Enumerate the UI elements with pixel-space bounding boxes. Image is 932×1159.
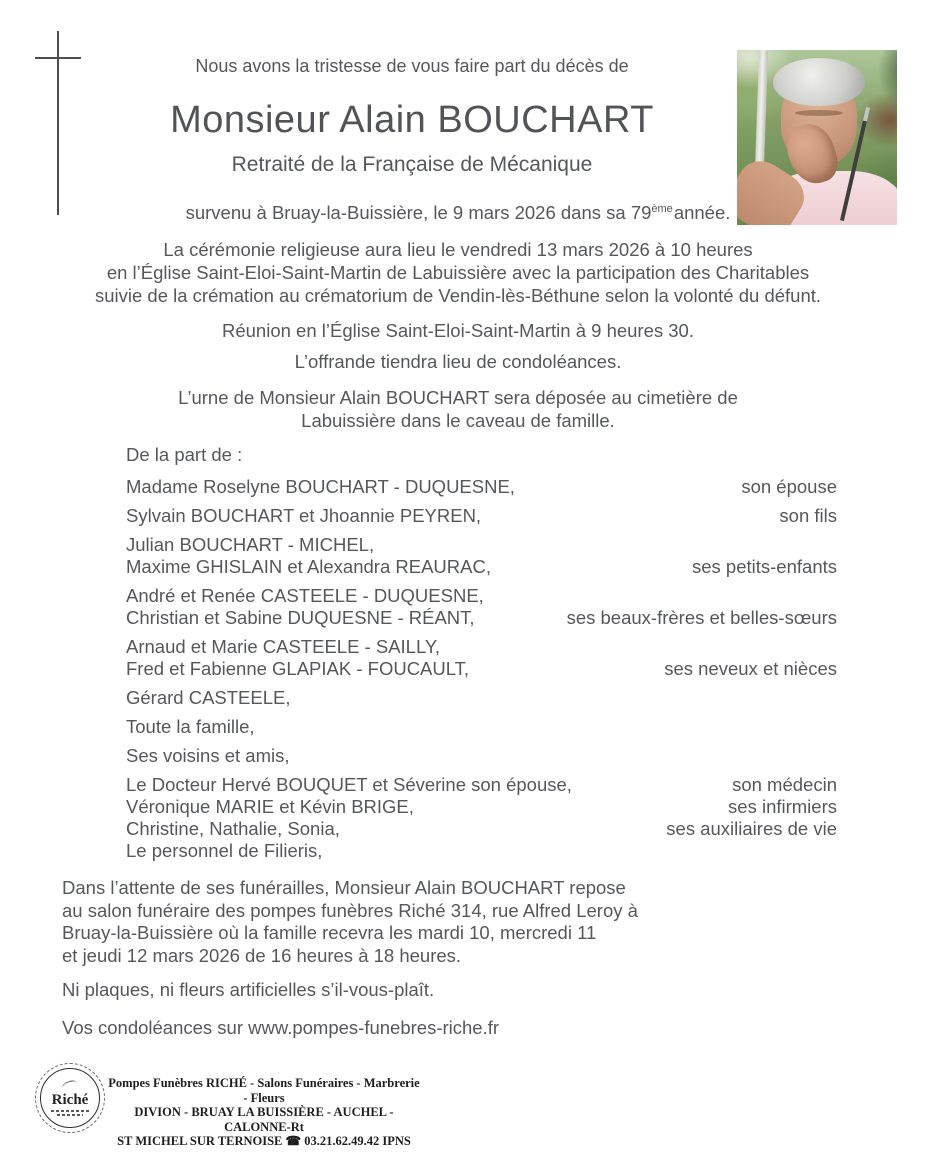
funeral-home-info (108, 1076, 420, 1149)
logo-small-text (57, 1114, 83, 1116)
urn-paragraph (60, 386, 856, 432)
death-line-end: année. (673, 202, 731, 223)
family-line (126, 745, 837, 767)
death-line-superscript: ème (651, 202, 673, 215)
family-names: Arnaud et Marie CASTEELE - SAILLY, (126, 636, 440, 657)
ceremony-line: en l’Église Saint-Eloi-Saint-Martin de Labuissière avec la participation des Charitables (106, 262, 810, 283)
relation-label: ses petits-enfants (692, 556, 837, 577)
reunion-line: Réunion en l’Église Saint-Eloi-Saint-Martin à 9 heures 30. (221, 320, 694, 341)
urn-line: Labuissière dans le caveau de famille. (301, 410, 615, 431)
family-group (126, 585, 837, 629)
family-group (126, 476, 837, 498)
family-line (126, 774, 837, 796)
resting-line: Bruay-la-Buissière où la famille recevra les mardi 10, mercredi 11 (62, 922, 597, 943)
family-line (126, 505, 837, 527)
family-group (126, 636, 837, 680)
condolences-line: Vos condoléances sur www.pompes-funebres-riche.fr (62, 1017, 500, 1038)
logo-small-text (51, 1110, 89, 1112)
death-line-text: survenu à Bruay-la-Buissière, le 9 mars 2026 dans sa 79 (185, 202, 652, 223)
from-label: De la part de : (126, 444, 243, 465)
relation-label: son épouse (741, 476, 837, 497)
resting-line: et jeudi 12 mars 2026 de 16 heures à 18 heures. (62, 944, 462, 966)
family-line (126, 607, 837, 629)
family-names: Toute la famille, (126, 716, 255, 737)
relation-label: ses beaux-frères et belles-sœurs (566, 607, 837, 628)
family-line (126, 476, 837, 498)
relation-label: ses auxiliaires de vie (666, 818, 837, 839)
family-names: Ses voisins et amis, (126, 745, 290, 766)
family-line (126, 687, 837, 709)
family-names: Véronique MARIE et Kévin BRIGE, (126, 796, 414, 817)
family-line (126, 585, 837, 607)
riche-logo-text: Riché (51, 1091, 89, 1108)
family-line (126, 556, 837, 578)
riche-logo (35, 1063, 105, 1133)
family-line (126, 840, 837, 862)
header-block (0, 56, 824, 177)
resting-paragraph (62, 877, 742, 967)
family-list (126, 476, 837, 869)
family-names: Julian BOUCHART - MICHEL, (126, 534, 375, 555)
family-names: Christine, Nathalie, Sonia, (126, 818, 340, 839)
ceremony-line: La cérémonie religieuse aura lieu le vendredi 13 mars 2026 à 10 heures (163, 239, 753, 260)
intro-line: Nous avons la tristesse de vous faire part du décès de (195, 56, 629, 76)
relation-label: son fils (779, 505, 837, 526)
family-names: Fred et Fabienne GLAPIAK - FOUCAULT, (126, 658, 470, 679)
family-names: Le personnel de Filieris, (126, 840, 323, 861)
no-plaques-line: Ni plaques, ni fleurs artificielles s’il-vous-plaît. (62, 979, 435, 1000)
ceremony-line: suivie de la crémation au crématorium de Vendin-lès-Béthune selon la volonté du défunt. (94, 285, 822, 306)
funeral-home-line: DIVION - BRUAY LA BUISSIÈRE - AUCHEL - CALONNE-Rt (134, 1105, 394, 1134)
sprig-icon (61, 1078, 79, 1092)
resting-line: au salon funéraire des pompes funèbres Riché 314, rue Alfred Leroy à (62, 899, 638, 921)
family-line (126, 658, 837, 680)
family-group (126, 774, 837, 862)
family-names: Maxime GHISLAIN et Alexandra REAURAC, (126, 556, 491, 577)
funeral-home-line: ST MICHEL SUR TERNOISE ☎ 03.21.62.49.42 IPNS (117, 1134, 411, 1148)
family-group (126, 687, 837, 709)
deceased-name: Monsieur Alain BOUCHART (170, 99, 654, 141)
family-group (126, 716, 837, 738)
family-names: Gérard CASTEELE, (126, 687, 291, 708)
family-line (126, 534, 837, 556)
family-group (126, 505, 837, 527)
family-group (126, 534, 837, 578)
deceased-title: Retraité de la Française de Mécanique (231, 153, 593, 176)
family-names: Sylvain BOUCHART et Jhoannie PEYREN, (126, 505, 482, 526)
relation-label: son médecin (732, 774, 837, 795)
urn-line: L’urne de Monsieur Alain BOUCHART sera déposée au cimetière de (178, 387, 738, 408)
family-line (126, 716, 837, 738)
family-names: André et Renée CASTEELE - DUQUESNE, (126, 585, 484, 606)
family-line (126, 818, 837, 840)
funeral-home-line: Pompes Funèbres RICHÉ - Salons Funéraires - Marbrerie - Fleurs (108, 1076, 420, 1105)
resting-line: Dans l’attente de ses funérailles, Monsieur Alain BOUCHART repose (62, 877, 626, 898)
death-line (60, 202, 856, 224)
family-line (126, 636, 837, 658)
family-line (126, 796, 837, 818)
family-names: Le Docteur Hervé BOUQUET et Séverine son épouse, (126, 774, 572, 795)
offering-line: L’offrande tiendra lieu de condoléances. (294, 351, 622, 372)
relation-label: ses infirmiers (728, 796, 837, 817)
riche-logo-inner (40, 1068, 100, 1128)
family-names: Madame Roselyne BOUCHART - DUQUESNE, (126, 476, 515, 497)
family-names: Christian et Sabine DUQUESNE - RÉANT, (126, 607, 475, 628)
relation-label: ses neveux et nièces (664, 658, 837, 679)
family-group (126, 745, 837, 767)
ceremony-paragraph (60, 238, 856, 307)
